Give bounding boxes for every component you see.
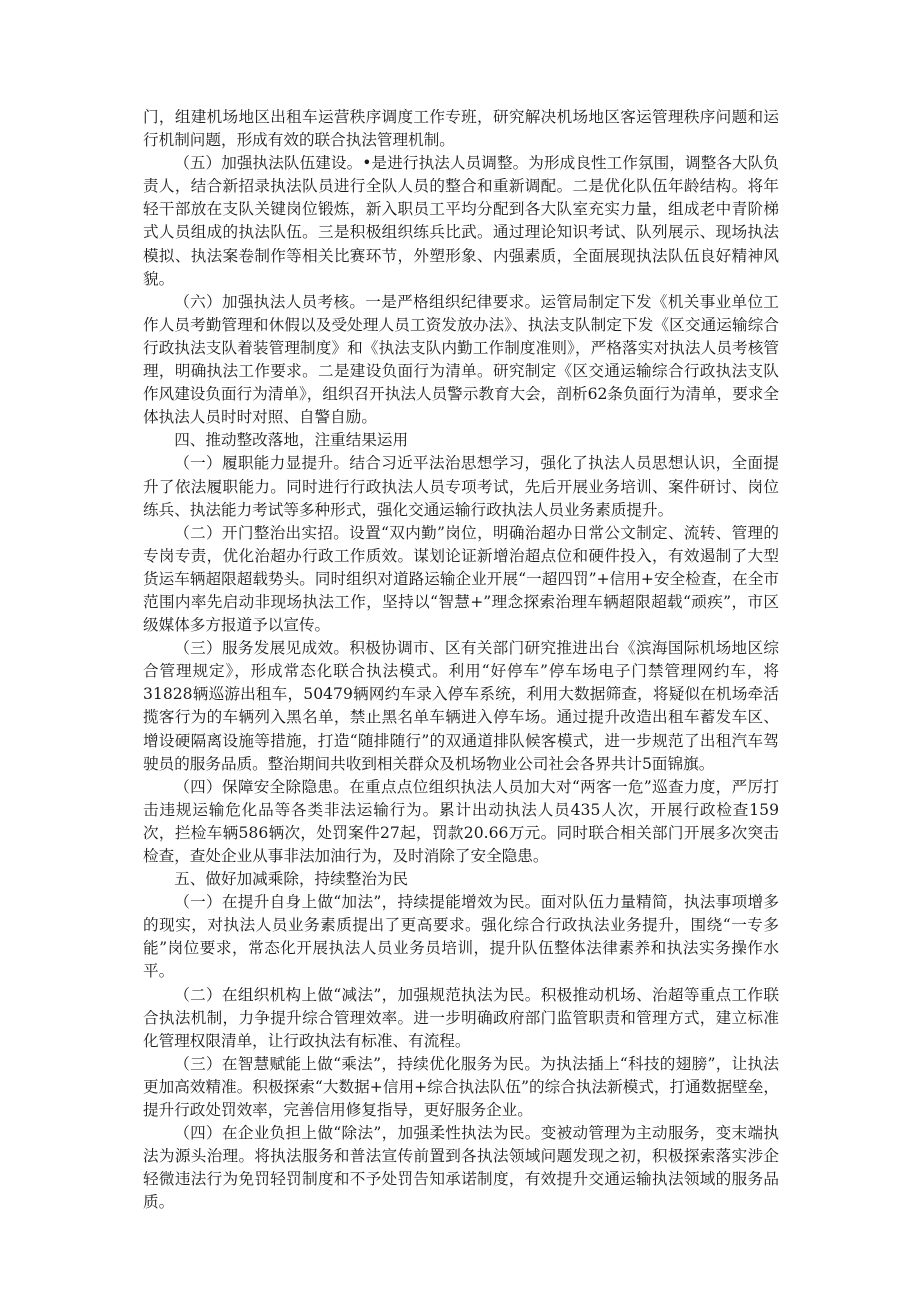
paragraph-safety: （四）保障安全除隐患。在重点点位组织执法人员加大对“两客一危”巡查力度，严厉打击违规运输危化品等各类非法运输行为。累计出动执法人员435人次，开展行政检查159次，拦检车辆586辆次，处罚案件27起，罚款20.66万元。同时联合相关部门开展多次突击检查，查处企业从事非法加油行为，及时消除了安全隐患。 xyxy=(143,777,779,865)
paragraph-team-building: （五）加强执法队伍建设。•是进行执法人员调整。为形成良性工作氛围，调整各大队负责人，结合新招录执法队员进行全队人员的整合和重新调配。二是优化队伍年龄结构。将年轻干部放在支队关键岗位锻炼，新入职员工平均分配到各大队室充实力量，组成老中青阶梯式人员组成的执法队伍。三是积极组织练兵比武。通过理论知识考试、队列展示、现场执法模拟、执法案卷制作等相关比赛环节，外塑形象、内强素质，全面展现执法队伍良好精神风貌。 xyxy=(143,154,779,288)
paragraph-staff-assessment: （六）加强执法人员考核。一是严格组织纪律要求。运管局制定下发《机关事业单位工作人员考勤管理和休假以及受处理人员工资发放办法》、执法支队制定下发《区交通运输综合行政执法支队着装管理制度》和《执法支队内勤工作制度准则》，严格落实对执法人员考核管理，明确执法工作要求。二是建设负面行为清单。研究制定《区交通运输综合行政执法支队作风建设负面行为清单》，组织召开执法人员警示教育大会，剖析62条负面行为清单，要求全体执法人员时时对照、自警自励。 xyxy=(143,292,779,427)
section-heading-five: 五、做好加减乘除，持续整治为民 xyxy=(174,870,409,889)
paragraph-continuation: 门，组建机场地区出租车运营秩序调度工作专班，研究解决机场地区客运管理秩序问题和运行机制问题，形成有效的联合执法管理机制。 xyxy=(143,108,779,150)
document-page xyxy=(143,106,779,1215)
section-heading-four: 四、推动整改落地，注重结果运用 xyxy=(174,431,409,450)
paragraph-subtraction: （二）在组织机构上做“减法”，加强规范执法为民。积极推动机场、治超等重点工作联合执法机制，力争提升综合管理效率。进一步明确政府部门监管职责和管理方式，建立标准化管理权限清单，让行政执法有标准、有流程。 xyxy=(143,985,779,1050)
paragraph-addition: （一）在提升自身上做“加法”，持续提能增效为民。面对队伍力量精简，执法事项增多的现实，对执法人员业务素质提出了更高要求。强化综合行政执法业务提升，围绕“一专多能”岗位要求，常态化开展执法人员业务员培训，提升队伍整体法律素养和执法实务操作水平。 xyxy=(143,893,779,981)
paragraph-capability: （一）履职能力显提升。结合习近平法治思想学习，强化了执法人员思想认识，全面提升了依法履职能力。同时进行行政执法人员专项考试，先后开展业务培训、案件研讨、岗位练兵、执法能力考试等多种形式，强化交通运输行政执法人员业务素质提升。 xyxy=(143,454,779,519)
paragraph-rectification: （二）开门整治出实招。设置“双内勤”岗位，明确治超办日常公文制定、流转、管理的专岗专责，优化治超办行政工作质效。谋划论证新增治超点位和硬件投入，有效遏制了大型货运车辆超限超载势头。同时组织对道路运输企业开展“一超四罚”+信用+安全检查，在全市范围内率先启动非现场执法工作，坚持以“智慧+”理念探索治理车辆超限超载“顽疾”，市区级媒体多方报道予以宣传。 xyxy=(143,523,779,635)
paragraph-division: （四）在企业负担上做“除法”，加强柔性执法为民。变被动管理为主动服务，变末端执法为源头治理。将执法服务和普法宣传前置到各执法领域问题发现之初，积极探索落实涉企轻微违法行为免罚轻罚制度和不予处罚告知承诺制度，有效提升交通运输执法领域的服务品质。 xyxy=(143,1124,779,1212)
paragraph-service: （三）服务发展见成效。积极协调市、区有关部门研究推进出台《滨海国际机场地区综合管理规定》，形成常态化联合执法模式。利用“好停车”停车场电子门禁管理网约车，将31828辆巡游出租车，50479辆网约车录入停车系统，利用大数据筛查，将疑似在机场牵活揽客行为的车辆列入黑名单，禁止黑名单车辆进入停车场。通过提升改造出租车蓄发车区、增设硬隔离设施等措施，打造“随排随行”的双通道排队候客模式，进一步规范了出租汽车驾驶员的服务品质。整治期间共收到相关群众及机场物业公司社会各界共计5面锦旗。 xyxy=(143,639,779,773)
paragraph-multiplication: （三）在智慧赋能上做“乘法”，持续优化服务为民。为执法插上“科技的翅膀”，让执法更加高效精准。积极探索“大数据+信用+综合执法队伍”的综合执法新模式，打通数据壁垒，提升行政处罚效率，完善信用修复指导，更好服务企业。 xyxy=(143,1054,779,1120)
